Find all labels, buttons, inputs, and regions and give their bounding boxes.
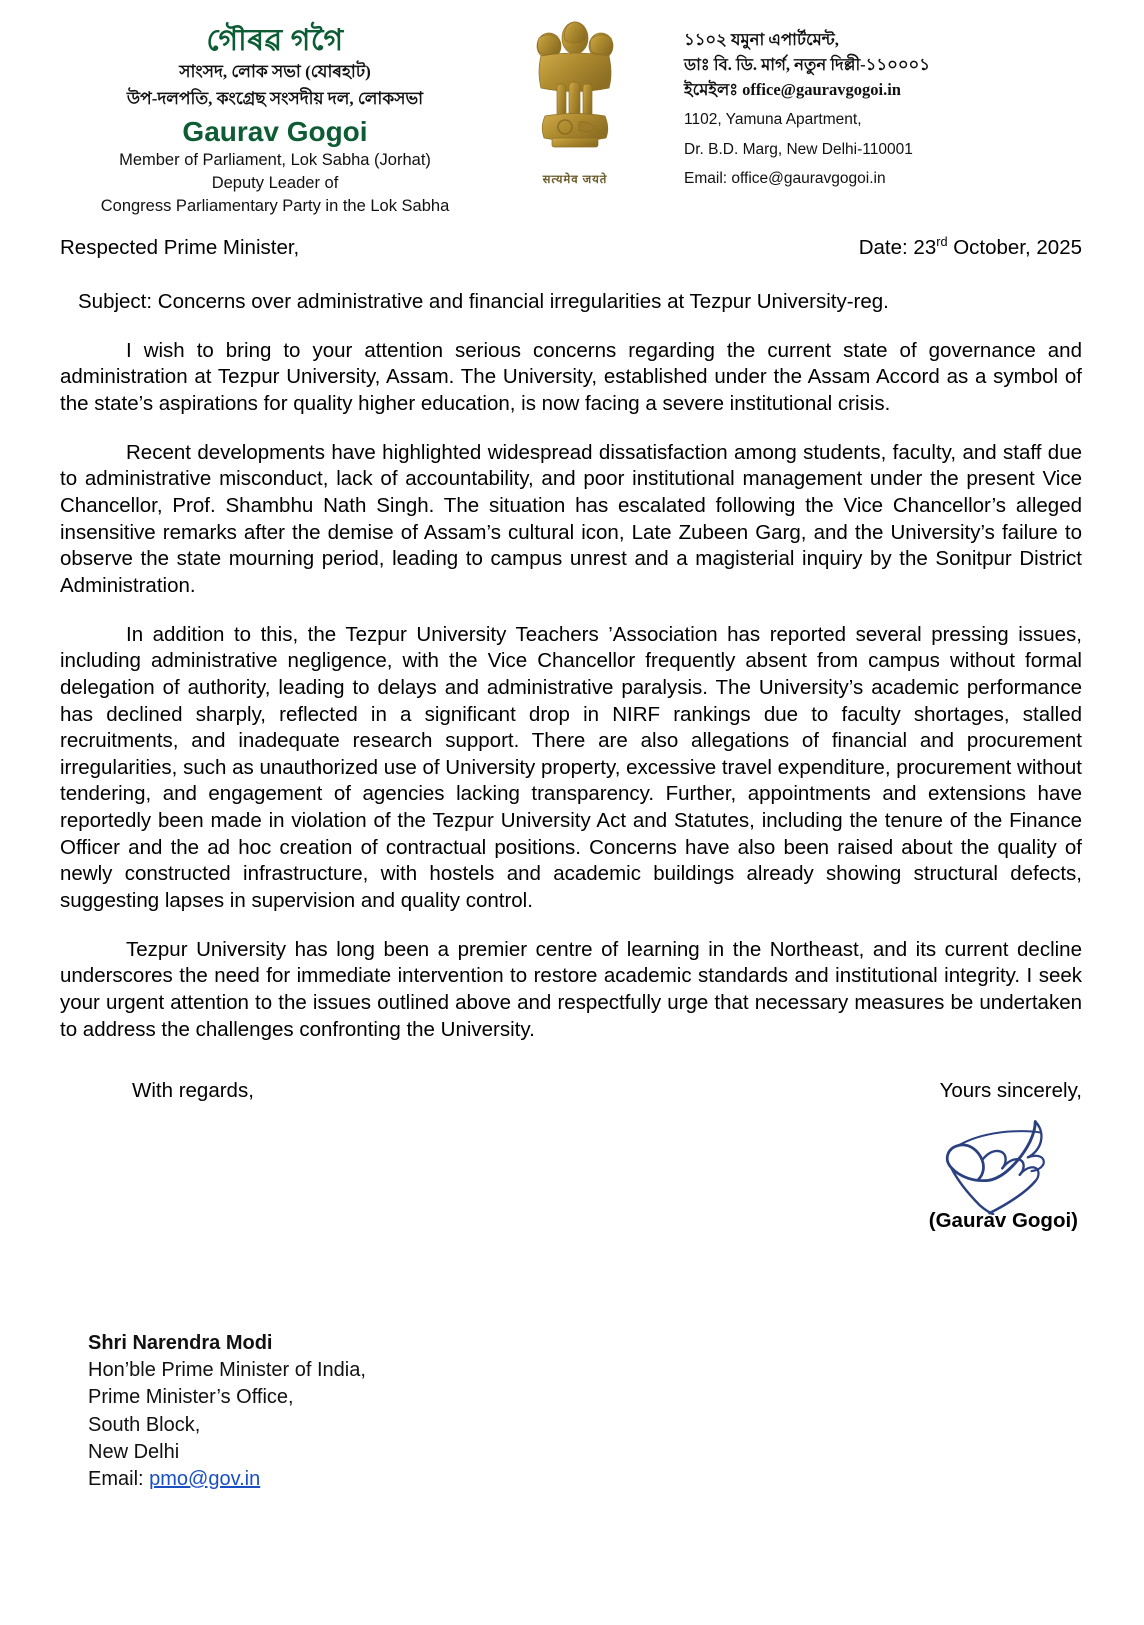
salutation-row bbox=[60, 234, 1082, 260]
address-assamese-line1: ১১০২ যমুনা এপার্টমেন্ট, bbox=[684, 30, 839, 49]
address-english-line2: Dr. B.D. Marg, New Delhi-110001 bbox=[684, 140, 913, 158]
date-ordinal-suffix: rd bbox=[936, 234, 948, 249]
email-label: Email: bbox=[88, 1467, 150, 1490]
signature-icon bbox=[897, 1107, 1082, 1215]
date-line bbox=[859, 234, 1082, 260]
salutation: Respected Prime Minister, bbox=[60, 235, 300, 259]
recipient-building: South Block, bbox=[88, 1413, 201, 1436]
recipient-city: New Delhi bbox=[88, 1440, 180, 1463]
recipient-title: Hon’ble Prime Minister of India, bbox=[88, 1359, 366, 1382]
recipient-email-link[interactable]: pmo@gov.in bbox=[149, 1467, 261, 1490]
designation-assamese-line2: উপ-দলপতি, কংগ্ৰেছ সংসদীয় দল, লোকসভা bbox=[126, 88, 424, 108]
state-emblem-icon bbox=[519, 16, 631, 166]
designation-english-line3: Congress Parliamentary Party in the Lok Sabha bbox=[100, 196, 450, 215]
paragraph-1: I wish to bring to your attention serious concerns regarding the current state of governance and administration at Tezpur University, Assam. The University, established under the Assam Accord as a symbol of the state’s aspirations for quality higher education, is now facing a severe institutional crisis. bbox=[60, 338, 1082, 416]
subject-line: Subject: Concerns over administrative and financial irregularities at Tezpur University-reg. bbox=[78, 289, 889, 313]
recipient-block bbox=[88, 1330, 366, 1493]
address-english-line1: 1102, Yamuna Apartment, bbox=[684, 111, 862, 129]
recipient-office: Prime Minister’s Office, bbox=[88, 1386, 294, 1409]
name-assamese: গৌৰৱ গগৈ bbox=[206, 24, 344, 57]
letterhead bbox=[0, 0, 1144, 215]
closing-row bbox=[60, 1079, 1082, 1233]
paragraph-4: Tezpur University has long been a premier centre of learning in the Northeast, and its current decline underscores the need for immediate intervention to restore academic standards and institutional integrity. I seek your urgent attention to the issues outlined above and respectfully urge that necessary measures be undertaken to address the challenges confronting the University. bbox=[60, 937, 1082, 1041]
paragraph-3: In addition to this, the Tezpur University Teachers ’Association has reported several pressing issues, including administrative negligence, with the Vice Chancellor frequently absent from campus without formal delegation of authority, leading to delays and administrative paralysis. The University’s academic performance has declined sharply, reflected in a significant drop in NIRF rankings due to faculty shortages, stalled recruitments, and inadequate research support. There are also allegations of financial and procurement irregularities, such as unauthorized use of University property, excessive travel expenditure, procurement without tendering, and engagement of agencies lacking transparency. Further, appointments and extensions have reportedly been made in violation of the Tezpur University Act and Statutes, including the tenure of the Finance Officer and the ad hoc creation of contractual positions. Concerns have also been raised about the quality of newly constructed infrastructure, with hostels and academic buildings already showing structural defects, suggesting lapses in supervision and quality control. bbox=[60, 622, 1082, 912]
yours-sincerely: Yours sincerely, bbox=[939, 1079, 1082, 1103]
with-regards: With regards, bbox=[132, 1079, 254, 1103]
designation-english-line1: Member of Parliament, Lok Sabha (Jorhat) bbox=[119, 150, 431, 169]
letter-body bbox=[0, 234, 1144, 1233]
designation-assamese-line1: সাংসদ, লোক সভা (যোৰহাট) bbox=[179, 62, 371, 81]
date-suffix: October, 2025 bbox=[947, 235, 1082, 259]
signature-block bbox=[782, 1079, 1082, 1233]
letterhead-name-block bbox=[60, 14, 490, 217]
signer-name: (Gaurav Gogoi) bbox=[928, 1209, 1078, 1233]
address-english-email: Email: office@gauravgogoi.in bbox=[684, 170, 886, 188]
date-prefix: Date: 23 bbox=[858, 235, 937, 259]
recipient-name: Shri Narendra Modi bbox=[88, 1332, 273, 1354]
recipient-email-row bbox=[88, 1466, 366, 1493]
paragraph-2: Recent developments have highlighted widespread dissatisfaction among students, faculty, and staff due to administrative misconduct, lack of accountability, and poor institutional management under the present Vice Chancellor, Prof. Shambhu Nath Singh. The situation has escalated following the Vice Chancellor’s alleged insensitive remarks after the demise of Assam’s cultural icon, Late Zubeen Garg, and the University’s failure to observe the state mourning period, leading to campus unrest and a magisterial inquiry by the Sonitpur District Administration. bbox=[60, 440, 1082, 597]
letterhead-address-block bbox=[660, 14, 1084, 191]
designation-english-line2: Deputy Leader of bbox=[211, 173, 339, 192]
address-assamese-line2: ডাঃ বি. ডি. মার্গ, নতুন দিল্লী-১১০০০১ bbox=[684, 54, 930, 74]
emblem-motto: सत्यमेव जयते bbox=[542, 174, 608, 186]
address-assamese-email: ইমেইলঃ office@gauravgogoi.in bbox=[684, 79, 901, 99]
name-english: Gaurav Gogoi bbox=[182, 115, 368, 147]
emblem-block bbox=[490, 14, 660, 187]
